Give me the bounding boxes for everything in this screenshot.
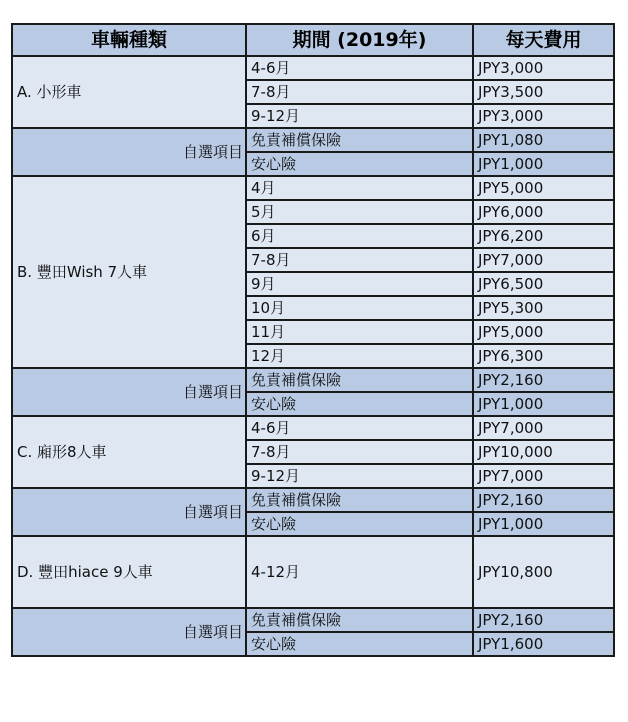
- rate-period: 4-12月: [246, 536, 473, 608]
- options-label-b: 自選項目: [12, 368, 246, 416]
- vehicle-name-c: C. 廂形8人車: [12, 416, 246, 488]
- option-name: 安心險: [246, 392, 473, 416]
- option-name: 免責補償保險: [246, 368, 473, 392]
- rate-period: 9月: [246, 272, 473, 296]
- rate-period: 6月: [246, 224, 473, 248]
- header-daily-price: 每天費用: [473, 24, 614, 56]
- rate-period: 4月: [246, 176, 473, 200]
- rate-price: JPY6,000: [473, 200, 614, 224]
- rate-price: JPY7,000: [473, 464, 614, 488]
- vehicle-name-d: D. 豐田hiace 9人車: [12, 536, 246, 608]
- rate-period: 11月: [246, 320, 473, 344]
- option-price: JPY1,000: [473, 152, 614, 176]
- option-row: [12, 488, 614, 512]
- rate-period: 4-6月: [246, 56, 473, 80]
- vehicle-name-a: A. 小形車: [12, 56, 246, 128]
- rate-price: JPY6,200: [473, 224, 614, 248]
- option-price: JPY1,000: [473, 512, 614, 536]
- rate-period: 12月: [246, 344, 473, 368]
- rate-price: JPY5,000: [473, 176, 614, 200]
- option-name: 安心險: [246, 632, 473, 656]
- rate-period: 4-6月: [246, 416, 473, 440]
- rate-price: JPY6,300: [473, 344, 614, 368]
- rate-price: JPY5,300: [473, 296, 614, 320]
- table-row: [12, 416, 614, 440]
- table-header-row: [12, 24, 614, 56]
- option-price: JPY2,160: [473, 488, 614, 512]
- rate-price: JPY6,500: [473, 272, 614, 296]
- rate-period: 10月: [246, 296, 473, 320]
- rate-price: JPY10,000: [473, 440, 614, 464]
- option-row: [12, 368, 614, 392]
- option-name: 免責補償保險: [246, 128, 473, 152]
- vehicle-name-b: B. 豐田Wish 7人車: [12, 176, 246, 368]
- options-label-c: 自選項目: [12, 488, 246, 536]
- option-name: 安心險: [246, 152, 473, 176]
- option-price: JPY1,600: [473, 632, 614, 656]
- rate-period: 9-12月: [246, 464, 473, 488]
- rate-price: JPY3,500: [473, 80, 614, 104]
- rate-price: JPY7,000: [473, 248, 614, 272]
- header-vehicle-type: 車輛種類: [12, 24, 246, 56]
- options-label-d: 自選項目: [12, 608, 246, 656]
- table-row: [12, 536, 614, 608]
- rate-period: 7-8月: [246, 440, 473, 464]
- option-price: JPY1,000: [473, 392, 614, 416]
- option-name: 免責補償保險: [246, 608, 473, 632]
- rate-price: JPY7,000: [473, 416, 614, 440]
- rate-period: 9-12月: [246, 104, 473, 128]
- rate-price: JPY10,800: [473, 536, 614, 608]
- table-row: [12, 56, 614, 80]
- options-label-a: 自選項目: [12, 128, 246, 176]
- option-row: [12, 128, 614, 152]
- rate-price: JPY3,000: [473, 104, 614, 128]
- option-price: JPY2,160: [473, 608, 614, 632]
- option-row: [12, 608, 614, 632]
- rate-period: 5月: [246, 200, 473, 224]
- option-name: 安心險: [246, 512, 473, 536]
- rate-price: JPY3,000: [473, 56, 614, 80]
- rate-price: JPY5,000: [473, 320, 614, 344]
- option-name: 免責補償保險: [246, 488, 473, 512]
- rate-period: 7-8月: [246, 80, 473, 104]
- rate-period: 7-8月: [246, 248, 473, 272]
- table-row: [12, 176, 614, 200]
- option-price: JPY2,160: [473, 368, 614, 392]
- header-period: 期間 (2019年): [246, 24, 473, 56]
- rental-rate-table: [11, 23, 615, 657]
- option-price: JPY1,080: [473, 128, 614, 152]
